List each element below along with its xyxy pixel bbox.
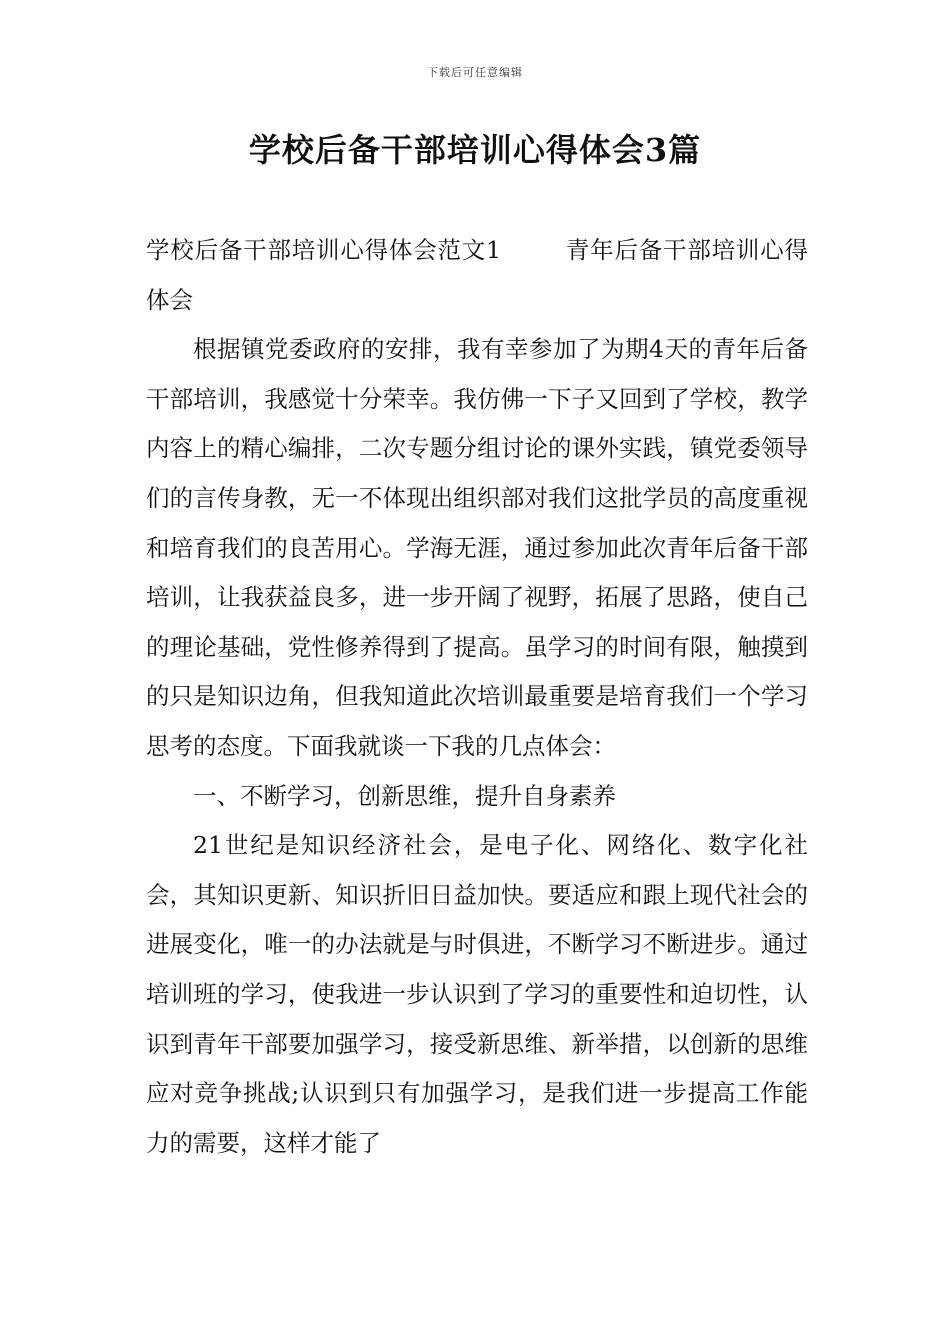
paragraph: 根据镇党委政府的安排，我有幸参加了为期4天的青年后备干部培训，我感觉十分荣幸。我仿佛一下子又回到了学校，教学内容上的精心编排，二次专题分组讨论的课外实践，镇党委领导们的言传身教，无一不体现出组织部对我们这批学员的高度重视和培育我们的良苦用心。学海无涯，通过参加此次青年后备干部培训，让我获益良多，进一步开阔了视野，拓展了思路，使自己的理论基础，党性修养得到了提高。虽学习的时间有限，触摸到的只是知识边角，但我知道此次培训最重要是培育我们一个学习思考的态度。下面我就谈一下我的几点体会： [146,335,808,760]
header-note: 下载后可任意编辑 [427,66,523,79]
document-title: 学校后备干部培训心得体会3篇 [248,131,702,169]
document-body [146,226,808,1168]
section-subheading [146,226,808,325]
subheading-right: 青年后备干部培训心得体会 [146,236,808,314]
paragraph: 21世纪是知识经济社会，是电子化、网络化、数字化社会，其知识更新、知识折旧日益加快。要适应和跟上现代社会的进展变化，唯一的办法就是与时俱进，不断学习不断进步。通过培训班的学习，使我进一步认识到了学习的重要性和迫切性，认识到青年干部要加强学习，接受新思维、新举措，以创新的思维应对竞争挑战;认识到只有加强学习，是我们进一步提高工作能力的需要，这样才能了 [146,831,808,1157]
subheading-left: 学校后备干部培训心得体会范文1 [146,236,502,264]
paragraph-heading: 一、不断学习，创新思维，提升自身素养 [193,781,616,810]
